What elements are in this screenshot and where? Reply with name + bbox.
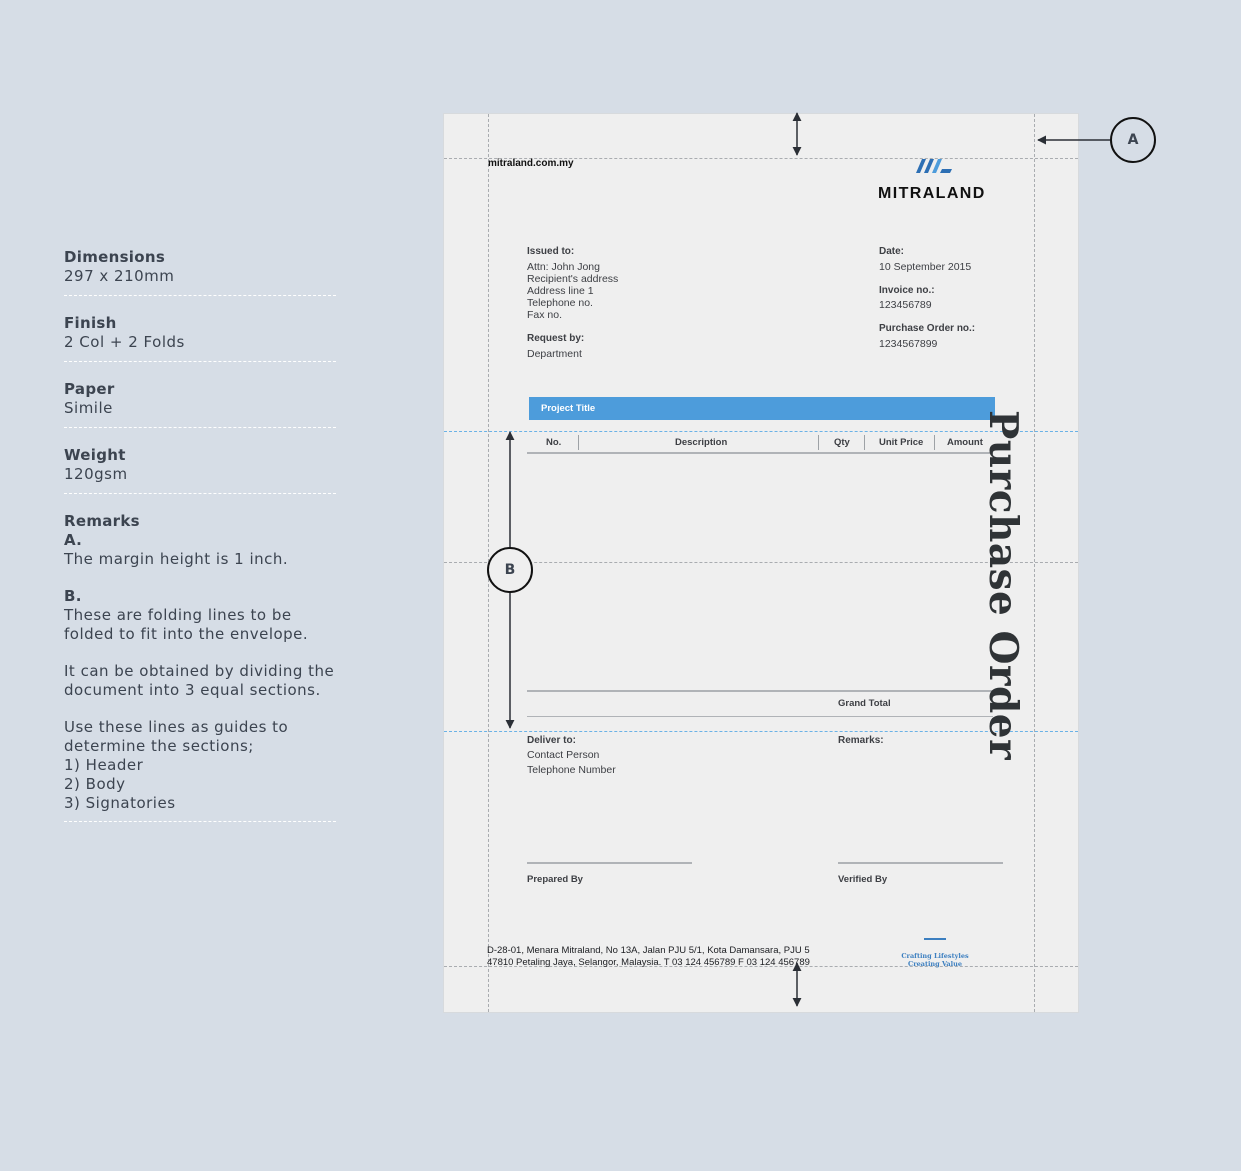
spec-label: Dimensions bbox=[64, 248, 166, 266]
issued-to-line: Address line 1 bbox=[527, 285, 594, 297]
issued-to-line: Attn: John Jong bbox=[527, 261, 600, 273]
request-by-label: Request by: bbox=[527, 333, 585, 344]
column-header-unit-price: Unit Price bbox=[879, 437, 924, 448]
footer-address-line: 47810 Petaling Jaya, Selangor, Malaysia. T 03 124 456789 F 03 124 456789 bbox=[487, 957, 810, 968]
prepared-by-label: Prepared By bbox=[527, 874, 583, 885]
deliver-to-label: Deliver to: bbox=[527, 735, 576, 746]
remarks-field-label: Remarks: bbox=[838, 735, 884, 746]
annotation-a-marker bbox=[1110, 117, 1156, 163]
verified-by-label: Verified By bbox=[838, 874, 888, 885]
date-label: Date: bbox=[879, 246, 905, 257]
column-header-amount: Amount bbox=[947, 437, 983, 448]
spec-value: 2 Col + 2 Folds bbox=[64, 333, 185, 351]
issued-to-label: Issued to: bbox=[527, 246, 575, 257]
project-title-text: Project Title bbox=[541, 403, 596, 414]
grand-total-label: Grand Total bbox=[838, 698, 891, 709]
remark-b-text-3: Use these lines as guides to determine the sections; bbox=[64, 718, 289, 755]
tagline-line: Crafting Lifestyles bbox=[901, 952, 969, 960]
date-value: 10 September 2015 bbox=[879, 261, 972, 273]
spec-value: 297 x 210mm bbox=[64, 267, 175, 285]
remark-b-text: These are folding lines to be folded to fit into the envelope. bbox=[64, 606, 309, 643]
issued-to-line: Fax no. bbox=[527, 309, 563, 321]
remark-b-text-2: It can be obtained by dividing the document into 3 equal sections. bbox=[64, 662, 335, 699]
section-item: 1) Header bbox=[64, 756, 144, 774]
section-item: 2) Body bbox=[64, 775, 126, 793]
issued-to-line: Recipient's address bbox=[527, 273, 619, 285]
spec-label: Weight bbox=[64, 446, 126, 464]
spec-label: Finish bbox=[64, 314, 117, 332]
column-header-description: Description bbox=[675, 437, 728, 448]
website-text: mitraland.com.my bbox=[488, 158, 574, 169]
remark-a-text: The margin height is 1 inch. bbox=[64, 550, 289, 568]
po-number-value: 1234567899 bbox=[879, 338, 938, 350]
deliver-to-line: Telephone Number bbox=[527, 764, 616, 776]
annotation-b-letter: B bbox=[504, 562, 516, 578]
deliver-to-line: Contact Person bbox=[527, 749, 600, 761]
spec-label: Paper bbox=[64, 380, 115, 398]
issued-to-line: Telephone no. bbox=[527, 297, 593, 309]
footer-address-line: D-28-01, Menara Mitraland, No 13A, Jalan PJU 5/1, Kota Damansara, PJU 5 bbox=[487, 945, 810, 956]
purchase-order-vertical-title: Purchase Order bbox=[980, 410, 1026, 761]
section-item: 3) Signatories bbox=[64, 794, 176, 812]
column-header-no: No. bbox=[546, 437, 562, 448]
invoice-label: Invoice no.: bbox=[879, 285, 935, 296]
spec-value: 120gsm bbox=[64, 465, 128, 483]
annotation-b-marker bbox=[487, 547, 533, 593]
request-by-value: Department bbox=[527, 348, 582, 360]
po-number-label: Purchase Order no.: bbox=[879, 323, 976, 334]
remark-b-letter: B. bbox=[64, 587, 82, 605]
spec-value: Simile bbox=[64, 399, 113, 417]
annotation-a-letter: A bbox=[1127, 132, 1139, 148]
company-logo-text: MITRALAND bbox=[878, 185, 986, 202]
remark-a-letter: A. bbox=[64, 531, 83, 549]
tagline-line: Creating Value bbox=[908, 960, 962, 968]
invoice-value: 123456789 bbox=[879, 299, 932, 311]
column-header-qty: Qty bbox=[834, 437, 850, 448]
remarks-label: Remarks bbox=[64, 512, 140, 530]
